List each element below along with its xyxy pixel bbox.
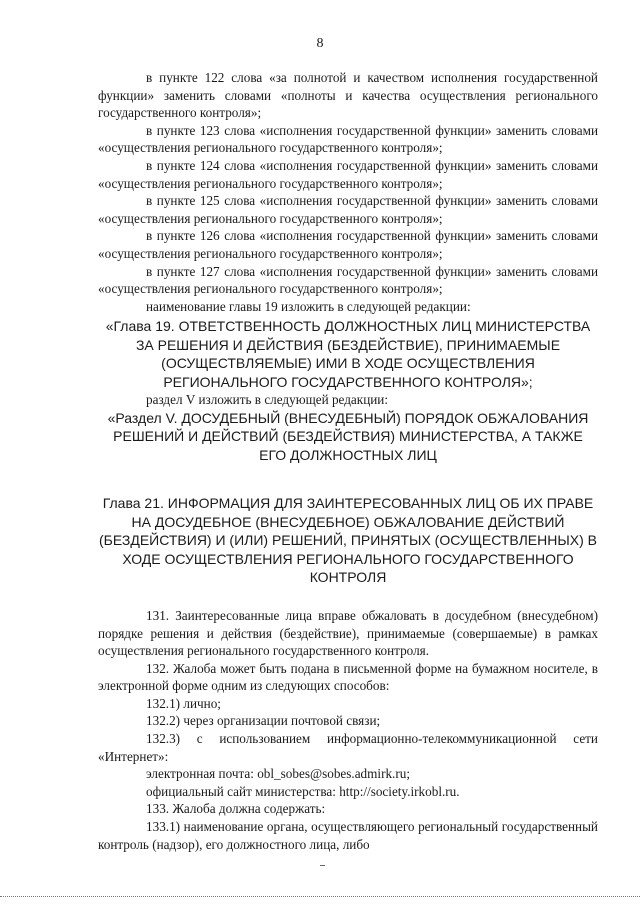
paragraph-132-1: 132.1) лично; bbox=[146, 695, 221, 711]
chapter19-title: «Глава 19. ОТВЕТСТВЕННОСТЬ ДОЛЖНОСТНЫХ ЛИЦ МИНИСТЕРСТВА ЗА РЕШЕНИЯ И ДЕЙСТВИЯ (БЕЗДЕЙСТВИЕ), ПРИНИМАЕМЫЕ (ОСУЩЕСТВЛЯЕМЫЕ) ИМИ В ХОДЕ ОСУЩЕСТВЛЕНИЯ РЕГИОНАЛЬНОГО ГОСУДАРСТВЕННОГО КОНТРОЛЯ»; bbox=[105, 318, 591, 390]
chapter21-title: Глава 21. ИНФОРМАЦИЯ ДЛЯ ЗАИНТЕРЕСОВАННЫХ ЛИЦ ОБ ИХ ПРАВЕ НА ДОСУДЕБНОЕ (ВНЕСУДЕБНОЕ) ОБЖАЛОВАНИЕ ДЕЙСТВИЙ (БЕЗДЕЙСТВИЯ) И (ИЛИ) РЕШЕНИЙ, ПРИНЯТЫХ (ОСУЩЕСТВЛЕННЫХ) В ХОДЕ ОСУЩЕСТВЛЕНИЯ РЕГИОНАЛЬНОГО ГОСУДАРСТВЕННОГО КОНТРОЛЯ bbox=[99, 495, 597, 586]
chapter19-intro: наименование главы 19 изложить в следующей редакции: bbox=[146, 298, 471, 314]
bottom-dotted-line bbox=[0, 896, 640, 897]
paragraph-126: в пункте 126 слова «исполнения государственной функции» заменить словами «осуществления регионального государственного контроля»; bbox=[98, 228, 598, 261]
website-line: официальный сайт министерства: http://society.irkobl.ru. bbox=[146, 783, 460, 799]
paragraph-122: в пункте 122 слова «за полнотой и качеством исполнения государственной функции» заменить словами «полноты и качества осуществления регионального государственного контроля»; bbox=[98, 70, 598, 121]
paragraph-125: в пункте 125 слова «исполнения государственной функции» заменить словами «осуществления регионального государственного контроля»; bbox=[98, 193, 598, 226]
paragraph-127: в пункте 127 слова «исполнения государственной функции» заменить словами «осуществления регионального государственного контроля»; bbox=[98, 263, 598, 297]
paragraph-131: 131. Заинтересованные лица вправе обжаловать в досудебном (внесудебном) порядке решения и действия (бездействие), принимаемые (совершаемые) в рамках осуществления регионального государственного контроля. bbox=[98, 607, 598, 659]
page-number: 8 bbox=[316, 36, 324, 51]
section5-intro: раздел V изложить в следующей редакции: bbox=[146, 392, 389, 408]
paragraph-124: в пункте 124 слова «исполнения государственной функции» заменить словами «осуществления регионального государственного контроля»; bbox=[98, 157, 598, 191]
paragraph-123: в пункте 123 слова «исполнения государственной функции» заменить словами «осуществления регионального государственного контроля»; bbox=[98, 122, 598, 156]
paragraph-133-1: 133.1) наименование органа, осуществляющего региональный государственный контроль (надзор), его должностного лица, либо bbox=[98, 819, 598, 852]
paragraph-133: 133. Жалоба должна содержать: bbox=[146, 801, 326, 817]
email-line: электронная почта: obl_sobes@sobes.admirk.ru; bbox=[146, 766, 411, 782]
scan-mark bbox=[320, 865, 325, 866]
document-body bbox=[98, 69, 598, 853]
paragraph-132-2: 132.2) через организации почтовой связи; bbox=[146, 713, 381, 729]
paragraph-132-3: 132.3) с использованием информационно-телекоммуникационной сети «Интернет»: bbox=[98, 731, 598, 764]
paragraph-132: 132. Жалоба может быть подана в письменной форме на бумажном носителе, в электронной форме одним из следующих способов: bbox=[98, 660, 598, 694]
section5-title: «Раздел V. ДОСУДЕБНЫЙ (ВНЕСУДЕБНЫЙ) ПОРЯДОК ОБЖАЛОВАНИЯ РЕШЕНИЙ И ДЕЙСТВИЙ (БЕЗДЕЙСТВИЯ) МИНИСТЕРСТВА, А ТАКЖЕ ЕГО ДОЛЖНОСТНЫХ ЛИЦ bbox=[107, 409, 589, 463]
